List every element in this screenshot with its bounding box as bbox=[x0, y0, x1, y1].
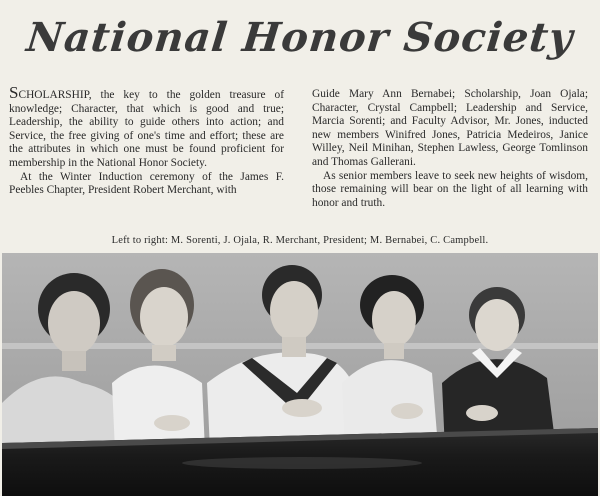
group-photo bbox=[2, 253, 598, 496]
group-photo-illustration bbox=[2, 253, 598, 496]
photo-caption: Left to right: M. Sorenti, J. Ojala, R. Merchant, President; M. Bernabei, C. Campbell. bbox=[111, 235, 489, 246]
drop-cap: S bbox=[9, 83, 19, 102]
article-paragraph bbox=[9, 83, 284, 171]
article-right-column bbox=[312, 88, 588, 210]
article-paragraph: As senior members leave to seek new heights of wisdom, those remaining will bear on the light of all learning with honor and truth. bbox=[312, 169, 588, 209]
page-title: National Honor Society bbox=[24, 14, 576, 61]
paragraph-text: CHOLARSHIP, the key to the golden treasure of knowledge; Character, that which is good and true; Leadership, the ability to guide others into action; and Service, the free giving of one's time and effort; these are the attributes in which one must be found proficient for membership in the National Honor Society. bbox=[9, 89, 284, 169]
article-paragraph: At the Winter Induction ceremony of the James F. Peebles Chapter, President Robert Merchant, with bbox=[9, 170, 284, 197]
article-paragraph: Guide Mary Ann Bernabei; Scholarship, Joan Ojala; Character, Crystal Campbell; Leadership and Service, Marcia Sorenti; and Faculty Advisor, Mr. Jones, inducted new members Winifred Jones, Patricia Medeiros, Janice Willey, Neil Minihan, Stephen Lawless, George Tomlinson and Thomas Gallerani. bbox=[312, 88, 588, 168]
article-left-column bbox=[9, 83, 284, 198]
